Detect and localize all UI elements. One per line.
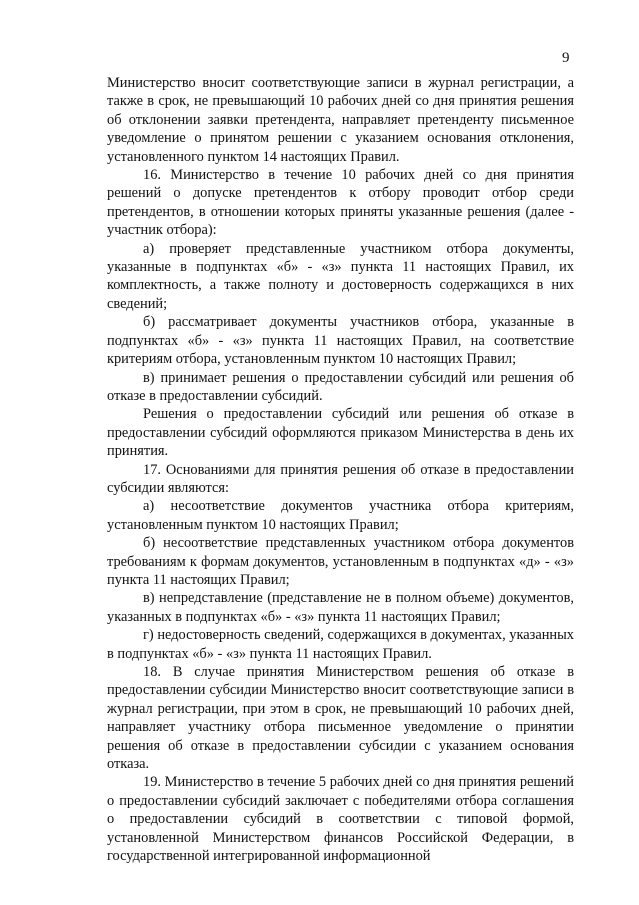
page-number: 9 — [562, 50, 570, 66]
paragraph-item-17-g: г) недостоверность сведений, содержащихся в документах, указанных в подпунктах «б» - «з» пункта 11 настоящих Правил. — [107, 627, 574, 662]
paragraph-item-17: 17. Основаниями для принятия решения об отказе в предоставлении субсидии являются: — [107, 461, 574, 496]
document-body — [107, 74, 574, 865]
paragraph-item-17-a: а) несоответствие документов участника отбора критериям, установленным пунктом 10 настоящих Правил; — [107, 498, 574, 533]
paragraph-decision-order: Решения о предоставлении субсидий или решения об отказе в предоставлении субсидий оформляются приказом Министерства в день их принятия. — [107, 406, 574, 460]
paragraph-item-16-v: в) принимает решения о предоставлении субсидий или решения об отказе в предоставлении субсидий. — [107, 369, 574, 404]
paragraph-item-17-b: б) несоответствие представленных участником отбора документов требованиям к формам документов, установленным в подпунктах «д» - «з» пункта 11 настоящих Правил; — [107, 535, 574, 588]
paragraph-item-16: 16. Министерство в течение 10 рабочих дней со дня принятия решений о допуске претендентов к отбору проводит отбор среди претендентов, в отношении которых приняты указанные решения (далее - участник отбора): — [107, 167, 574, 239]
paragraph-item-17-v: в) непредставление (представление не в полном объеме) документов, указанных в подпунктах «б» - «з» пункта 11 настоящих Правил; — [107, 590, 574, 625]
paragraph-item-16-a: а) проверяет представленные участником отбора документы, указанные в подпунктах «б» - «з» пункта 11 настоящих Правил, их комплектность, а также полноту и достоверность содержащихся в них сведений; — [107, 240, 574, 312]
paragraph-item-16-b: б) рассматривает документы участников отбора, указанные в подпунктах «б» - «з» пункта 11 настоящих Правил, на соответствие критериям отбора, установленным пунктом 10 настоящих Правил; — [107, 314, 574, 368]
paragraph-item-18: 18. В случае принятия Министерством решения об отказе в предоставлении субсидии Министерство вносит соответствующие записи в журнал регистрации, при этом в срок, не превышающий 10 рабочих дней, направляет участнику отбора письменное уведомление о принятии решения об отказе в предоставлении субсидии с указанием основания отказа. — [107, 664, 574, 773]
paragraph-item-19: 19. Министерство в течение 5 рабочих дней со дня принятия решений о предоставлении субсидий заключает с победителями отбора соглашения о предоставлении субсидий в соответствии с типовой формой, установленной Министерством финансов Российской Федерации, в государственной интегрированной информационной — [107, 774, 574, 865]
paragraph-rejection-notice: Министерство вносит соответствующие записи в журнал регистрации, а также в срок, не превышающий 10 рабочих дней со дня принятия решения об отклонении заявки претендента, направляет претенденту письменное уведомление о принятом решении с указанием основания отклонения, установленного пунктом 14 настоящих Правил. — [107, 75, 574, 165]
